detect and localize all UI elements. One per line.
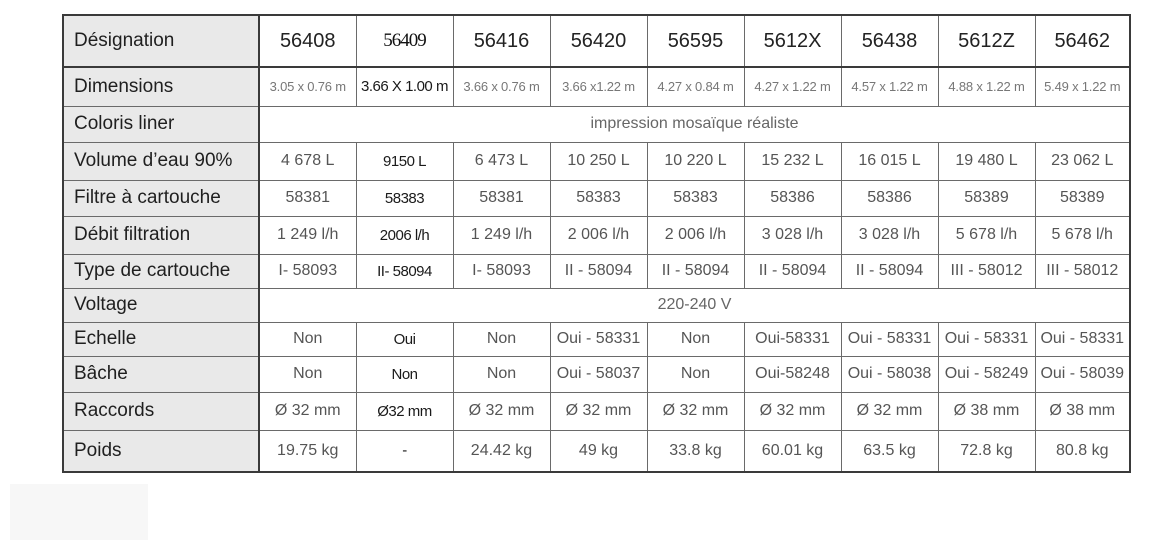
span-cell: 220-240 V	[259, 288, 1130, 322]
row-debit	[63, 216, 1130, 254]
table-cell: Oui - 58249	[938, 356, 1035, 392]
table-cell: 72.8 kg	[938, 430, 1035, 472]
row-label: Bâche	[63, 356, 259, 392]
table-cell: 63.5 kg	[841, 430, 938, 472]
table-cell: Non	[647, 322, 744, 356]
row-label: Filtre à cartouche	[63, 180, 259, 216]
table-cell: Oui-58248	[744, 356, 841, 392]
table-cell: Ø 38 mm	[938, 392, 1035, 430]
model-cell: 56409	[356, 15, 453, 67]
table-cell: Non	[647, 356, 744, 392]
table-cell: 58383	[550, 180, 647, 216]
model-cell: 56416	[453, 15, 550, 67]
table-cell: 3.66 x1.22 m	[550, 67, 647, 106]
table-cell: 4.57 x 1.22 m	[841, 67, 938, 106]
table-cell: II - 58094	[841, 254, 938, 288]
table-cell: Non	[453, 322, 550, 356]
row-voltage	[63, 288, 1130, 322]
model-cell: 5612Z	[938, 15, 1035, 67]
table-cell: Oui - 58331	[841, 322, 938, 356]
table-cell: I- 58093	[259, 254, 356, 288]
table-cell: Oui - 58037	[550, 356, 647, 392]
row-label: Echelle	[63, 322, 259, 356]
table-cell: 58389	[1035, 180, 1130, 216]
table-cell: 16 015 L	[841, 142, 938, 180]
table-cell: II - 58094	[550, 254, 647, 288]
row-bache	[63, 356, 1130, 392]
table-cell: II - 58094	[744, 254, 841, 288]
table-cell: 3.66 X 1.00 m	[356, 67, 453, 106]
table-cell: Non	[259, 356, 356, 392]
table-cell: 1 249 l/h	[453, 216, 550, 254]
table-cell: 23 062 L	[1035, 142, 1130, 180]
table-cell: 6 473 L	[453, 142, 550, 180]
table-cell: 58386	[841, 180, 938, 216]
table-cell: 80.8 kg	[1035, 430, 1130, 472]
table-cell: 5 678 l/h	[1035, 216, 1130, 254]
table-cell: Ø 32 mm	[453, 392, 550, 430]
table-cell: II- 58094	[356, 254, 453, 288]
table-cell: Non	[356, 356, 453, 392]
table-cell: Ø 32 mm	[550, 392, 647, 430]
model-cell: 5612X	[744, 15, 841, 67]
row-label: Volume d’eau 90%	[63, 142, 259, 180]
table-cell: 3.05 x 0.76 m	[259, 67, 356, 106]
table-cell: 3 028 l/h	[744, 216, 841, 254]
model-cell: 56438	[841, 15, 938, 67]
table-cell: Ø 32 mm	[744, 392, 841, 430]
row-label: Coloris liner	[63, 106, 259, 142]
model-cell: 56595	[647, 15, 744, 67]
row-type-cartouche	[63, 254, 1130, 288]
table-cell: I- 58093	[453, 254, 550, 288]
table-cell: Oui - 58331	[1035, 322, 1130, 356]
span-cell: impression mosaïque réaliste	[259, 106, 1130, 142]
table-cell: 58386	[744, 180, 841, 216]
table-cell: Non	[453, 356, 550, 392]
row-label: Type de cartouche	[63, 254, 259, 288]
row-coloris-liner	[63, 106, 1130, 142]
table-cell: 9150 L	[356, 142, 453, 180]
table-cell: III - 58012	[1035, 254, 1130, 288]
row-echelle	[63, 322, 1130, 356]
table-cell: Oui - 58331	[938, 322, 1035, 356]
row-filtre	[63, 180, 1130, 216]
table-cell: II - 58094	[647, 254, 744, 288]
table-cell: III - 58012	[938, 254, 1035, 288]
header-row	[63, 15, 1130, 67]
row-label: Débit filtration	[63, 216, 259, 254]
table-cell: Non	[259, 322, 356, 356]
row-label: Voltage	[63, 288, 259, 322]
table-cell: Oui	[356, 322, 453, 356]
row-label: Dimensions	[63, 67, 259, 106]
table-cell: 24.42 kg	[453, 430, 550, 472]
table-cell: 58389	[938, 180, 1035, 216]
table-cell: 58383	[356, 180, 453, 216]
table-cell: 19.75 kg	[259, 430, 356, 472]
table-cell: 1 249 l/h	[259, 216, 356, 254]
table-cell: 3 028 l/h	[841, 216, 938, 254]
table-cell: Oui-58331	[744, 322, 841, 356]
table-cell: Ø 38 mm	[1035, 392, 1130, 430]
table-cell: 2 006 l/h	[647, 216, 744, 254]
table-cell: -	[356, 430, 453, 472]
model-cell: 56408	[259, 15, 356, 67]
table-cell: 4 678 L	[259, 142, 356, 180]
table-cell: Ø 32 mm	[259, 392, 356, 430]
row-label: Poids	[63, 430, 259, 472]
table-cell: 58381	[453, 180, 550, 216]
table-cell: Ø 32 mm	[647, 392, 744, 430]
table-cell: 15 232 L	[744, 142, 841, 180]
row-volume	[63, 142, 1130, 180]
table-cell: 19 480 L	[938, 142, 1035, 180]
table-cell: Oui - 58038	[841, 356, 938, 392]
table-cell: 4.88 x 1.22 m	[938, 67, 1035, 106]
row-label: Raccords	[63, 392, 259, 430]
table-cell: 2 006 l/h	[550, 216, 647, 254]
specifications-table	[62, 14, 1131, 473]
table-cell: 60.01 kg	[744, 430, 841, 472]
model-cell: 56420	[550, 15, 647, 67]
table-cell: 2006 l/h	[356, 216, 453, 254]
table-cell: 4.27 x 1.22 m	[744, 67, 841, 106]
table-cell: Oui - 58039	[1035, 356, 1130, 392]
row-raccords	[63, 392, 1130, 430]
table-cell: Oui - 58331	[550, 322, 647, 356]
table-cell: 10 220 L	[647, 142, 744, 180]
table-cell: 58381	[259, 180, 356, 216]
table-cell: Ø32 mm	[356, 392, 453, 430]
row-dimensions	[63, 67, 1130, 106]
table-cell: Ø 32 mm	[841, 392, 938, 430]
table-cell: 3.66 x 0.76 m	[453, 67, 550, 106]
table-cell: 5 678 l/h	[938, 216, 1035, 254]
header-label: Désignation	[63, 15, 259, 67]
table-cell: 33.8 kg	[647, 430, 744, 472]
table-cell: 49 kg	[550, 430, 647, 472]
background-patch	[10, 484, 148, 540]
table-cell: 5.49 x 1.22 m	[1035, 67, 1130, 106]
table-cell: 4.27 x 0.84 m	[647, 67, 744, 106]
row-poids	[63, 430, 1130, 472]
table-cell: 58383	[647, 180, 744, 216]
model-cell: 56462	[1035, 15, 1130, 67]
table-cell: 10 250 L	[550, 142, 647, 180]
